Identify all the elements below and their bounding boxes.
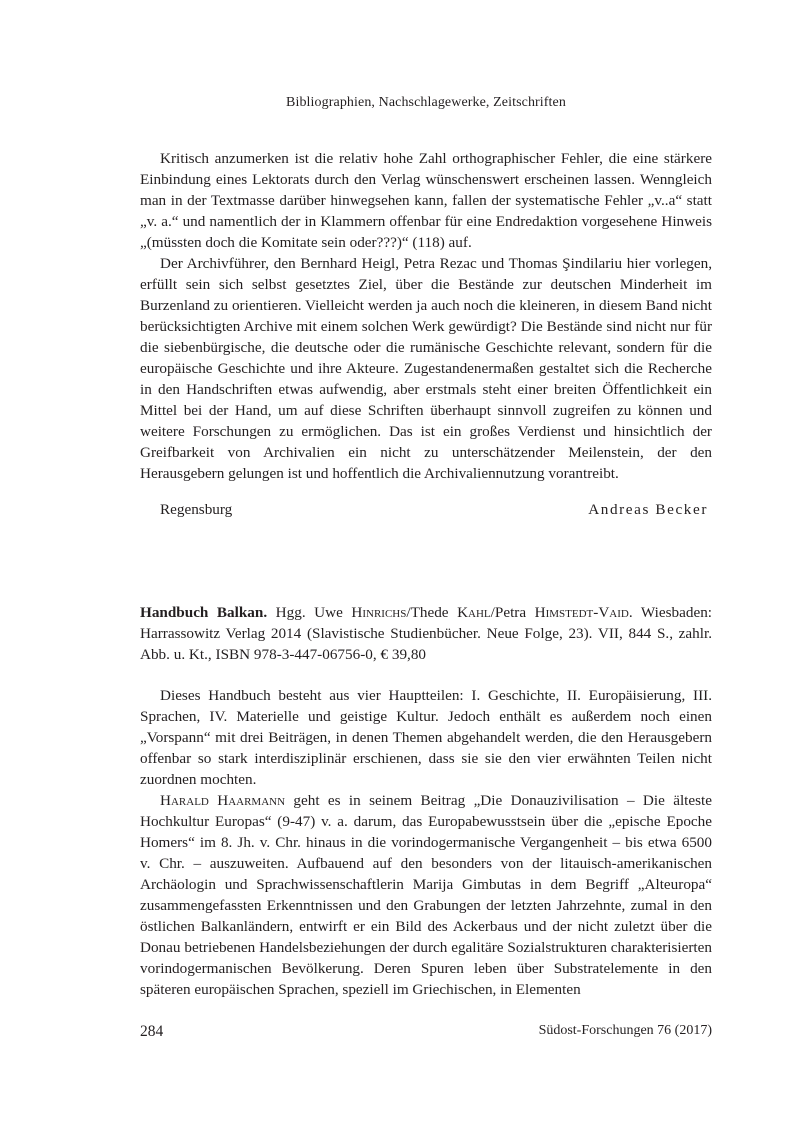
- paragraph: [140, 790, 712, 1000]
- book-citation: [140, 602, 712, 665]
- separator: /: [490, 604, 495, 621]
- paragraph: Kritisch anzumerken ist die relativ hohe Zahl orthographischer Fehler, die eine stärkere Einbindung eines Lektorats durch den Verlag wünschenswert erscheinen lassen. Wenngleich man in der Textmasse darüber hinwegsehen kann, fallen der systematische Fehler „v..a“ statt „v. a.“ und namentlich der in Klammern offenbar für eine Endredaktion vorgesehene Hinweis „(müssten doch die Komitate sein oder???)“ (118) auf.: [140, 150, 712, 251]
- book-title: Handbuch Balkan.: [140, 604, 268, 621]
- paragraph: Dieses Handbuch besteht aus vier Hauptteilen: I. Geschichte, II. Europäisierung, III. Sprachen, IV. Materielle und geistige Kultur. Jedoch enthält es außerdem noch einen „Vorspann“ mit drei Beiträgen, in denen Themen abgehandelt werden, die den Herausgebern offenbar so stark interdisziplinär erschienen, dass sie sie den vier erwähnten Teilen nicht zuordnen mochten.: [140, 687, 712, 788]
- editor-first-name: Petra: [494, 604, 527, 621]
- paragraph-text: geht es in seinem Beitrag „Die Donauzivilisation – Die älteste Hochkultur Europas“ (9-47) v. a. darum, das Europabewusstsein über die „epische Epoche Homers“ im 8. Jh. v. Chr. hinaus in die vorindogermanische Vergangenheit – bis etwa 6500 v. Chr. – auszuweiten. Aufbauend auf den besonders von der litauisch-amerikanischen Archäologin und Sprachwissenschaftlerin Marija Gimbutas in dem Begriff „Alteuropa“ zusammengefassten Erkenntnissen und den Grabungen der letzten Jahrzehnte, zumal in den östlichen Balkanländern, entwirft er ein Bild des Ackerbaus und der nicht zuletzt über die Donau betriebenen Handelsbeziehungen der durch egalitäre Sozialstrukturen charakterisierten vorindogermanischen Bevölkerung. Deren Spuren leben über Substratelemente in den späteren europäischen Sprachen, speziell im Griechischen, in Elementen: [140, 792, 712, 998]
- editor-name: Kahl: [457, 604, 491, 621]
- separator: /: [406, 604, 411, 621]
- editors-prefix: Hgg. Uwe: [275, 604, 343, 621]
- editor-name: Himstedt-Vaid.: [534, 604, 633, 621]
- reviewer-name: Andreas Becker: [588, 501, 708, 518]
- citation-text: [140, 602, 712, 665]
- page-footer: [140, 1023, 712, 1041]
- publication-details: Wiesbaden: Harrassowitz Verlag 2014 (Slavistische Studienbücher. Neue Folge, 23). VII, 844 S., zahlr. Abb. u. Kt., ISBN 978-3-447-06756-0, € 39,80: [140, 604, 713, 663]
- page-number: 284: [140, 1023, 164, 1040]
- paragraph: Der Archivführer, den Bernhard Heigl, Petra Rezac und Thomas Şindilariu hier vorlegen, erfüllt sein sich selbst gesetztes Ziel, über die Bestände zur deutschen Minderheit im Burzenland zu orientieren. Vielleicht werden ja auch noch die kleineren, in diesem Band nicht berücksichtigten Archive mit einem solchen Werk gewürdigt? Die Bestände sind nicht nur für die siebenbürgische, die deutsche oder die rumänische Geschichte relevant, sondern für die europäische Geschichte und ihre Akteure. Zugestandenermaßen gestaltet sich die Recherche in den Handschriften etwas aufwendig, aber erstmals steht einer breiten Öffentlichkeit ein Mittel bei der Hand, um auf diese Schriften überhaupt sinnvoll zugreifen zu können und weitere Forschungen zu ermöglichen. Das ist ein großes Verdienst und hinsichtlich der Greifbarkeit von Archivalien ein nicht zu unterschätzender Meilenstein, der den Herausgebern gelungen ist und hoffentlich die Archivaliennutzung vorantreibt.: [140, 255, 712, 482]
- editor-first-name: Thede: [410, 604, 449, 621]
- journal-citation: Südost-Forschungen 76 (2017): [538, 1023, 712, 1038]
- running-head: Bibliographien, Nachschlagewerke, Zeitschriften: [286, 95, 566, 110]
- review-conclusion: [140, 148, 712, 484]
- journal-page: [140, 0, 712, 1129]
- contributor-name: Harald Haarmann: [160, 792, 286, 809]
- review-body: [140, 685, 712, 1000]
- review-signoff: [160, 499, 712, 520]
- editor-name: Hinrichs: [351, 604, 407, 621]
- reviewer-location: Regensburg: [160, 501, 233, 518]
